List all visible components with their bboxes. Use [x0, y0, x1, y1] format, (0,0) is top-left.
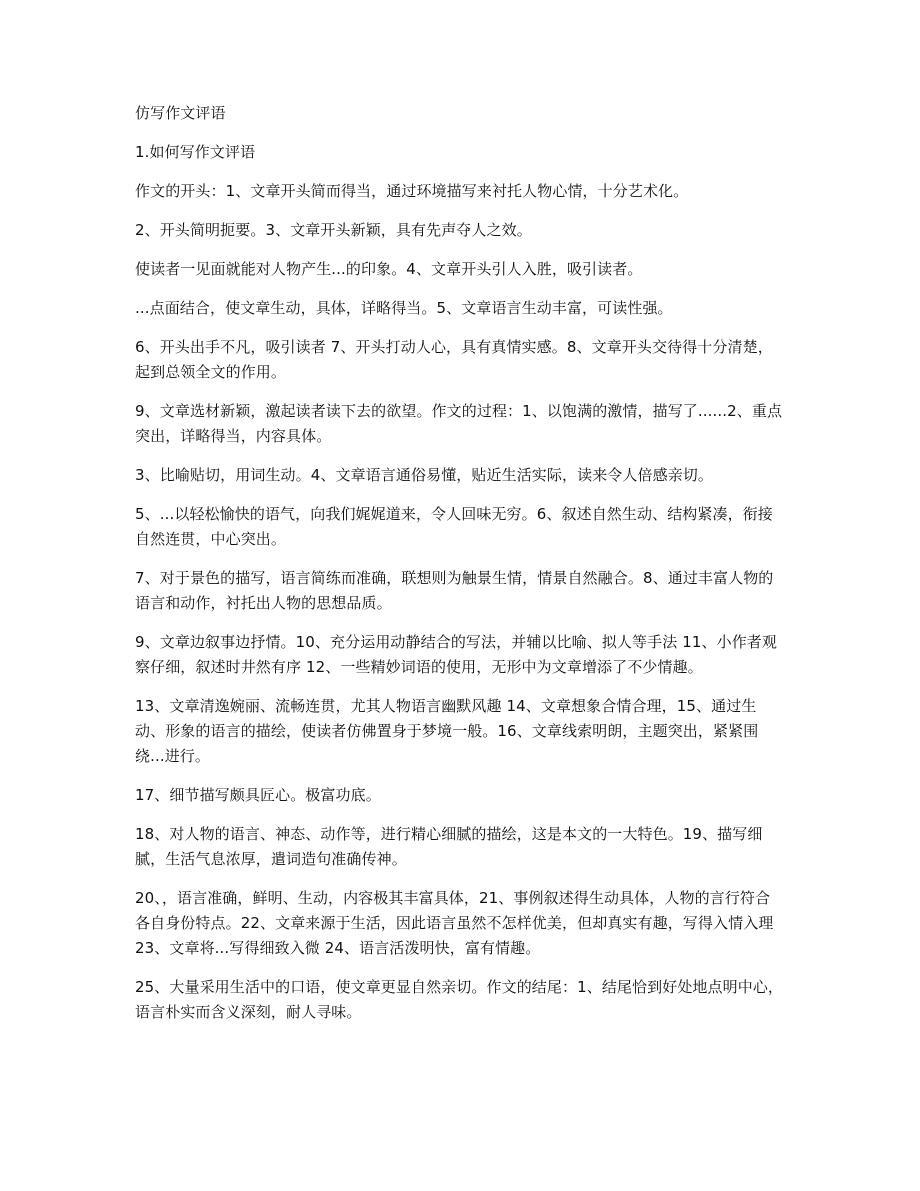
paragraph-4: 使读者一见面就能对人物产生...的印象。4、文章开头引人入胜，吸引读者。: [135, 260, 643, 278]
paragraph-12: 13、文章清逸婉丽、流畅连贯，尤其人物语言幽默风趣 14、文章想象合情合理，15、通过生动、形象的语言的描绘，使读者仿佛置身于梦境一般。16、文章线索明朗，主题突出，紧紧围绕...进行。: [135, 697, 759, 765]
paragraph-7: 9、文章选材新颖，激起读者读下去的欲望。作文的过程：1、以饱满的激情，描写了......2、重点突出，详略得当，内容具体。: [135, 402, 783, 445]
paragraph-14: 18、对人物的语言、神态、动作等，进行精心细腻的描绘，这是本文的一大特色。19、描写细腻，生活气息浓厚，遣词造句准确传神。: [135, 825, 763, 868]
paragraph-6: 6、开头出手不凡，吸引读者 7、开头打动人心，具有真情实感。8、文章开头交待得十分清楚，起到总领全文的作用。: [135, 338, 773, 381]
paragraph-1: 1.如何写作文评语: [135, 143, 256, 161]
paragraph-13: 17、细节描写颇具匠心。极富功底。: [135, 786, 381, 804]
document-page: [135, 101, 785, 1039]
paragraph-3: 2、开头简明扼要。3、文章开头新颖，具有先声夺人之效。: [135, 221, 532, 239]
paragraph-16: 25、大量采用生活中的口语，使文章更显自然亲切。作文的结尾：1、结尾恰到好处地点明中心，语言朴实而含义深刻，耐人寻味。: [135, 978, 784, 1021]
paragraph-11: 9、文章边叙事边抒情。10、充分运用动静结合的写法，并辅以比喻、拟人等手法 11、小作者观察仔细，叙述时井然有序 12、一些精妙词语的使用，无形中为文章增添了不少情趣。: [135, 633, 777, 676]
paragraph-15: 20、，语言准确，鲜明、生动，内容极其丰富具体，21、事例叙述得生动具体，人物的言行符合各自身份特点。22、文章来源于生活，因此语言虽然不怎样优美，但却真实有趣，写得入情入理 23、文章将...写得细致入微 24、语言活泼明快，富有情趣。: [135, 889, 774, 957]
paragraph-8: 3、比喻贴切，用词生动。4、文章语言通俗易懂，贴近生活实际，读来令人倍感亲切。: [135, 466, 713, 484]
paragraph-2: 作文的开头：1、文章开头简而得当，通过环境描写来衬托人物心情，十分艺术化。: [135, 182, 689, 200]
paragraph-10: 7、对于景色的描写，语言简练而准确，联想则为触景生情，情景自然融合。8、通过丰富人物的语言和动作，衬托出人物的思想品质。: [135, 569, 774, 612]
paragraph-9: 5、...以轻松愉快的语气，向我们娓娓道来，令人回味无穷。6、叙述自然生动、结构紧凑，衔接自然连贯，中心突出。: [135, 505, 773, 548]
paragraph-5: ...点面结合，使文章生动，具体，详略得当。5、文章语言生动丰富，可读性强。: [135, 299, 673, 317]
document-title: 仿写作文评语: [135, 104, 226, 122]
